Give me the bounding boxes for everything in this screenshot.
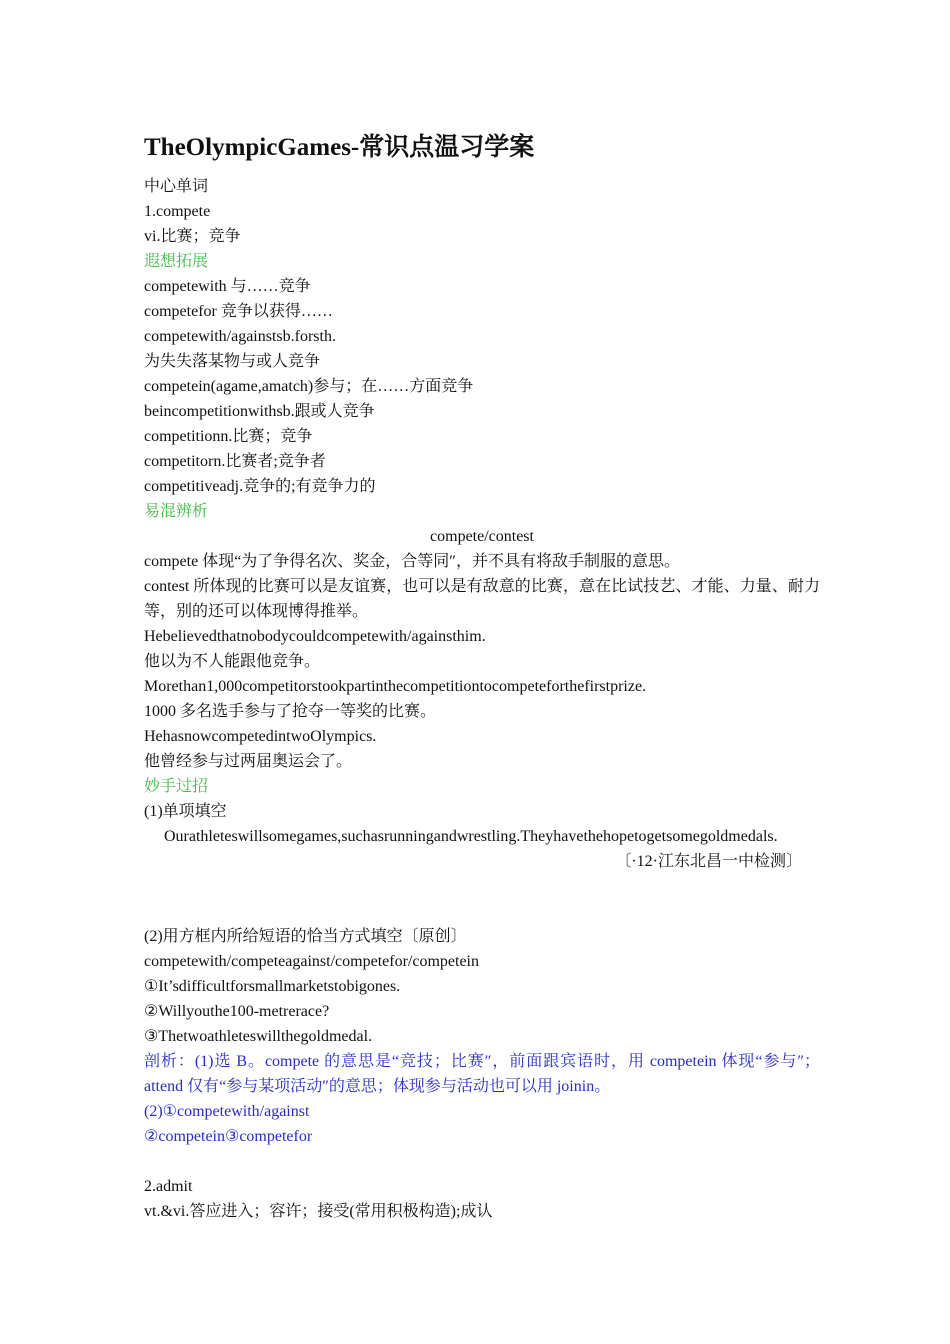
confuse-line: contest 所体现的比赛可以是友谊赛，也可以是有敌意的比赛，意在比试技艺、才能、力量、耐力等，别的还可以体现博得推举。: [144, 578, 820, 620]
confuse-label: 易混辨析: [144, 503, 209, 520]
document-page: [144, 128, 820, 1224]
spacer: [144, 874, 820, 924]
example-sentence: Morethan1,000competitorstookpartinthecompetitiontocompeteforthefirstprize.: [144, 678, 647, 695]
confuse-center-heading: compete/contest: [430, 528, 534, 545]
expand-item: 为失失落某物与或人竞争: [144, 353, 321, 370]
practice-label: 妙手过招: [144, 778, 209, 795]
confuse-line: compete 体现“为了争得名次、奖金，合等同″，并不具有将敌手制服的意思。: [144, 553, 680, 570]
q2-label: (2)用方框内所给短语的恰当方式填空〔原创〕: [144, 928, 467, 945]
answers-line: (2)①competewith/against: [144, 1103, 310, 1120]
expand-item: competitorn.比赛者;竞争者: [144, 453, 326, 470]
expand-item: beincompetitionwithsb.跟或人竞争: [144, 403, 375, 420]
word1-heading: 1.compete: [144, 203, 211, 220]
word2-meaning: vt.&vi.答应进入；容许；接受(常用积极构造);成认: [144, 1203, 493, 1220]
expand-item: competitionn.比赛；竞争: [144, 428, 313, 445]
q2-item: ③Thetwoathleteswillthegoldmedal.: [144, 1028, 373, 1045]
expand-label: 遐想拓展: [144, 253, 209, 270]
q1-text: Ourathleteswillsomegames,suchasrunningandwrestling.Theyhavethehopetogetsomegoldmedals.: [164, 828, 778, 845]
section-core-words: 中心单词: [144, 178, 209, 195]
example-sentence: HehasnowcompetedintwoOlympics.: [144, 728, 377, 745]
expand-item: competewith/againstsb.forsth.: [144, 328, 336, 345]
expand-item: competein(agame,amatch)参与；在……方面竞争: [144, 378, 474, 395]
example-translation: 1000 多名选手参与了抢夺一等奖的比赛。: [144, 703, 437, 720]
expand-item: competewith 与……竞争: [144, 278, 311, 295]
example-translation: 他曾经参与过两届奥运会了。: [144, 753, 353, 770]
example-translation: 他以为不人能跟他竞争。: [144, 653, 321, 670]
q2-item: ②Willyouthe100-metrerace?: [144, 1003, 330, 1020]
q1-label: (1)单项填空: [144, 803, 227, 820]
page-title: TheOlympicGames-常识点温习学案: [144, 134, 535, 161]
example-sentence: Hebelievedthatnobodycouldcompetewith/againsthim.: [144, 628, 486, 645]
analysis-text: 剖析：(1)选 B。compete 的意思是“竞技；比赛″，前面跟宾语时，用 competein 体现“参与″；attend 仅有“参与某项活动″的意思；体现参与活动也可以用 joinin。: [144, 1053, 820, 1095]
expand-item: competefor 竞争以获得……: [144, 303, 333, 320]
expand-item: competitiveadj.竞争的;有竞争力的: [144, 478, 376, 495]
q1-source: 〔·12·江东北昌一中检测〕: [615, 853, 802, 870]
word2-heading: 2.admit: [144, 1178, 193, 1195]
word1-meaning: vi.比赛；竞争: [144, 228, 241, 245]
spacer: [144, 1149, 820, 1174]
q2-item: ①It’sdifficultforsmallmarketstobigones.: [144, 978, 401, 995]
answers-line: ②competein③competefor: [144, 1128, 313, 1145]
q2-options: competewith/competeagainst/competefor/competein: [144, 953, 479, 970]
